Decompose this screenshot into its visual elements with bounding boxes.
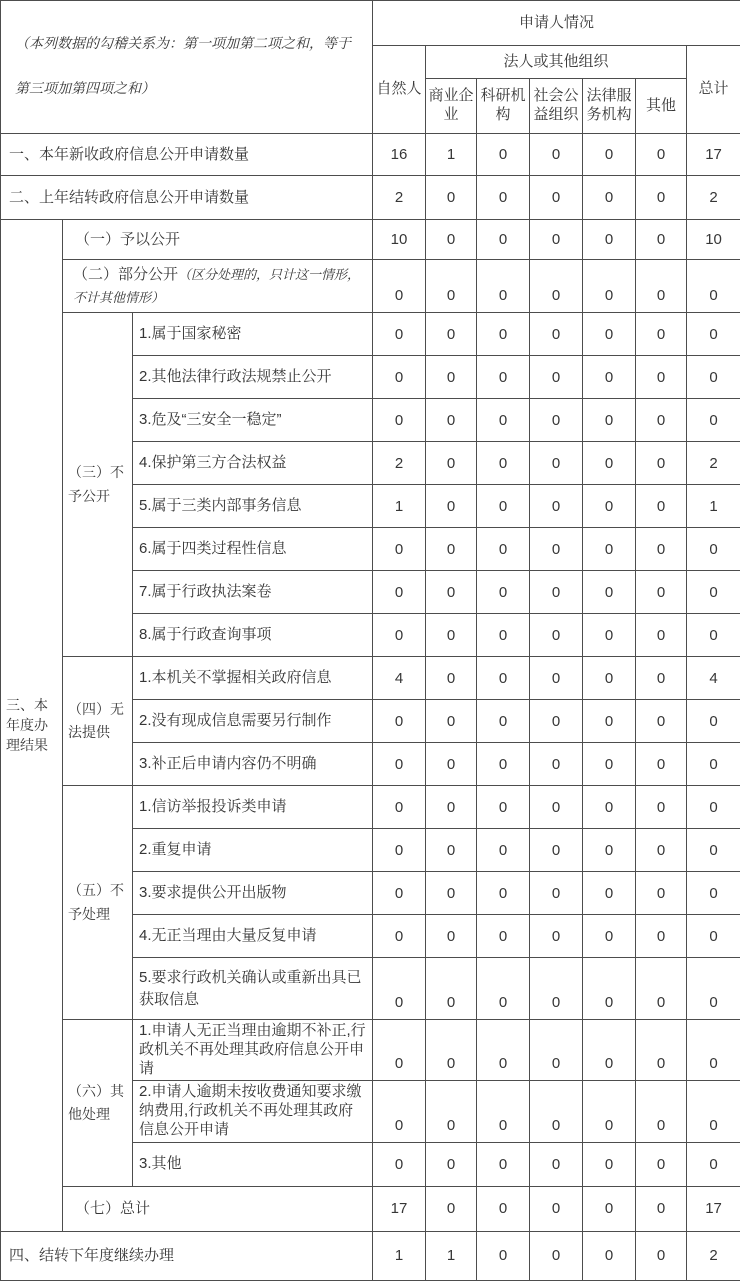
row-label-partial — [63, 260, 373, 313]
value-cell: 0 — [583, 1142, 636, 1186]
value-cell: 0 — [687, 958, 740, 1020]
value-cell: 0 — [373, 356, 426, 399]
row-label-law-forbidden: 2.其他法律行政法规禁止公开 — [133, 356, 373, 399]
value-cell: 0 — [426, 700, 477, 743]
value-cell: 0 — [373, 260, 426, 313]
value-cell: 0 — [583, 313, 636, 356]
value-cell: 0 — [687, 743, 740, 786]
row-label-petition-complaint: 1.信访举报投诉类申请 — [133, 786, 373, 829]
value-cell: 0 — [687, 313, 740, 356]
col-header-natural-person: 自然人 — [373, 46, 426, 134]
col-header-other: 其他 — [636, 79, 687, 134]
value-cell: 0 — [530, 915, 583, 958]
row-label-carried-over: 二、上年结转政府信息公开申请数量 — [1, 176, 373, 220]
value-cell: 0 — [426, 399, 477, 442]
value-cell: 0 — [636, 313, 687, 356]
value-cell: 0 — [687, 700, 740, 743]
value-cell: 0 — [687, 571, 740, 614]
group-label-other-handling: （六）其他处理 — [63, 1020, 133, 1187]
checksum-note: （本列数据的勾稽关系为：第一项加第二项之和，等于第三项加第四项之和） — [1, 1, 373, 134]
value-cell: 0 — [636, 1186, 687, 1231]
value-cell: 1 — [687, 485, 740, 528]
value-cell: 0 — [373, 958, 426, 1020]
col-header-total: 总计 — [687, 46, 740, 134]
value-cell: 0 — [477, 1142, 530, 1186]
value-cell: 0 — [636, 134, 687, 176]
value-cell: 0 — [530, 442, 583, 485]
value-cell: 0 — [426, 743, 477, 786]
value-cell: 0 — [636, 700, 687, 743]
value-cell: 0 — [477, 700, 530, 743]
value-cell: 0 — [426, 260, 477, 313]
value-cell: 0 — [530, 399, 583, 442]
row-label-admin-query: 8.属于行政查询事项 — [133, 614, 373, 657]
col-header-research: 科研机构 — [477, 79, 530, 134]
value-cell: 0 — [373, 829, 426, 872]
value-cell: 0 — [636, 743, 687, 786]
value-cell: 0 — [687, 1142, 740, 1186]
group-label-unable-to-provide: （四）无法提供 — [63, 657, 133, 786]
value-cell: 0 — [530, 356, 583, 399]
value-cell: 0 — [373, 614, 426, 657]
section-label-annual-results: 三、本年度办理结果 — [1, 220, 63, 1232]
value-cell: 0 — [477, 657, 530, 700]
value-cell: 0 — [477, 958, 530, 1020]
value-cell: 0 — [426, 872, 477, 915]
value-cell: 0 — [583, 958, 636, 1020]
value-cell: 0 — [477, 528, 530, 571]
table-row — [1, 1020, 740, 1081]
value-cell: 0 — [636, 829, 687, 872]
value-cell: 0 — [636, 1231, 687, 1280]
value-cell: 0 — [426, 220, 477, 260]
value-cell: 0 — [477, 260, 530, 313]
value-cell: 2 — [687, 176, 740, 220]
value-cell: 17 — [687, 134, 740, 176]
value-cell: 0 — [426, 1142, 477, 1186]
value-cell: 4 — [373, 657, 426, 700]
value-cell: 2 — [687, 1231, 740, 1280]
value-cell: 0 — [636, 220, 687, 260]
value-cell: 0 — [477, 571, 530, 614]
row-label-internal-affairs: 5.属于三类内部事务信息 — [133, 485, 373, 528]
value-cell: 0 — [583, 1081, 636, 1142]
value-cell: 0 — [530, 1081, 583, 1142]
value-cell: 17 — [687, 1186, 740, 1231]
value-cell: 0 — [477, 915, 530, 958]
value-cell: 0 — [426, 1186, 477, 1231]
value-cell: 0 — [426, 829, 477, 872]
value-cell: 0 — [583, 700, 636, 743]
value-cell: 0 — [426, 786, 477, 829]
value-cell: 0 — [477, 872, 530, 915]
value-cell: 0 — [530, 176, 583, 220]
value-cell: 16 — [373, 134, 426, 176]
value-cell: 0 — [583, 528, 636, 571]
group-label-not-processed: （五）不予处理 — [63, 786, 133, 1020]
value-cell: 0 — [530, 571, 583, 614]
value-cell: 0 — [426, 442, 477, 485]
value-cell: 0 — [583, 134, 636, 176]
value-cell: 0 — [426, 1020, 477, 1081]
value-cell: 0 — [477, 399, 530, 442]
value-cell: 0 — [373, 571, 426, 614]
value-cell: 2 — [373, 176, 426, 220]
value-cell: 0 — [373, 1142, 426, 1186]
table-row — [1, 1231, 740, 1280]
value-cell: 0 — [530, 829, 583, 872]
value-cell: 0 — [530, 485, 583, 528]
value-cell: 0 — [477, 1081, 530, 1142]
value-cell: 0 — [583, 356, 636, 399]
value-cell: 0 — [426, 528, 477, 571]
value-cell: 0 — [426, 1081, 477, 1142]
value-cell: 0 — [583, 260, 636, 313]
value-cell: 0 — [426, 485, 477, 528]
value-cell: 0 — [583, 872, 636, 915]
value-cell: 0 — [583, 442, 636, 485]
row-label-new-requests: 一、本年新收政府信息公开申请数量 — [1, 134, 373, 176]
value-cell: 0 — [373, 700, 426, 743]
value-cell: 0 — [687, 1020, 740, 1081]
table-row — [1, 313, 740, 356]
value-cell: 0 — [583, 1231, 636, 1280]
table-row — [1, 260, 740, 313]
value-cell: 0 — [636, 442, 687, 485]
value-cell: 0 — [530, 786, 583, 829]
value-cell: 1 — [426, 134, 477, 176]
value-cell: 0 — [373, 313, 426, 356]
value-cell: 0 — [530, 1186, 583, 1231]
value-cell: 0 — [426, 176, 477, 220]
value-cell: 0 — [687, 786, 740, 829]
header-applicant-situation: 申请人情况 — [373, 1, 740, 46]
value-cell: 0 — [687, 260, 740, 313]
value-cell: 0 — [477, 614, 530, 657]
value-cell: 0 — [583, 176, 636, 220]
value-cell: 0 — [530, 958, 583, 1020]
value-cell: 0 — [426, 571, 477, 614]
table-row — [1, 786, 740, 829]
value-cell: 0 — [687, 872, 740, 915]
value-cell: 0 — [477, 1020, 530, 1081]
value-cell: 0 — [636, 356, 687, 399]
value-cell: 0 — [583, 1186, 636, 1231]
value-cell: 0 — [373, 743, 426, 786]
value-cell: 0 — [636, 1020, 687, 1081]
value-cell: 0 — [583, 786, 636, 829]
value-cell: 0 — [426, 958, 477, 1020]
value-cell: 0 — [477, 356, 530, 399]
value-cell: 0 — [583, 220, 636, 260]
table-row — [1, 220, 740, 260]
value-cell: 10 — [687, 220, 740, 260]
value-cell: 0 — [477, 1186, 530, 1231]
value-cell: 1 — [373, 1231, 426, 1280]
value-cell: 0 — [426, 657, 477, 700]
value-cell: 0 — [636, 872, 687, 915]
value-cell: 0 — [636, 176, 687, 220]
value-cell: 0 — [636, 571, 687, 614]
header-legal-or-other-org: 法人或其他组织 — [426, 46, 687, 79]
row-label-confirm-reissue: 5.要求行政机关确认或重新出具已获取信息 — [133, 958, 373, 1020]
value-cell: 4 — [687, 657, 740, 700]
value-cell: 0 — [530, 528, 583, 571]
col-header-public-welfare: 社会公益组织 — [530, 79, 583, 134]
value-cell: 0 — [373, 1020, 426, 1081]
value-cell: 0 — [636, 614, 687, 657]
row-label-fee-not-paid: 2.申请人逾期未按收费通知要求缴纳费用,行政机关不再处理其政府信息公开申请 — [133, 1081, 373, 1142]
value-cell: 0 — [373, 399, 426, 442]
value-cell: 0 — [530, 657, 583, 700]
row-label-other: 3.其他 — [133, 1142, 373, 1186]
value-cell: 0 — [687, 915, 740, 958]
value-cell: 1 — [426, 1231, 477, 1280]
row-label-process-info: 6.属于四类过程性信息 — [133, 528, 373, 571]
value-cell: 0 — [583, 571, 636, 614]
row-label-no-correction: 1.申请人无正当理由逾期不补正,行政机关不再处理其政府信息公开申请 — [133, 1020, 373, 1081]
value-cell: 0 — [373, 528, 426, 571]
value-cell: 0 — [477, 313, 530, 356]
value-cell: 0 — [687, 1081, 740, 1142]
value-cell: 0 — [583, 915, 636, 958]
value-cell: 0 — [583, 829, 636, 872]
value-cell: 0 — [373, 786, 426, 829]
value-cell: 10 — [373, 220, 426, 260]
value-cell: 17 — [373, 1186, 426, 1231]
value-cell: 0 — [687, 829, 740, 872]
value-cell: 0 — [636, 399, 687, 442]
row-label-enforcement-files: 7.属于行政执法案卷 — [133, 571, 373, 614]
value-cell: 0 — [530, 313, 583, 356]
value-cell: 0 — [530, 220, 583, 260]
value-cell: 0 — [477, 220, 530, 260]
row-label-duplicate-request: 2.重复申请 — [133, 829, 373, 872]
value-cell: 0 — [477, 743, 530, 786]
value-cell: 1 — [373, 485, 426, 528]
group-label-not-disclosed: （三）不予公开 — [63, 313, 133, 657]
value-cell: 0 — [530, 614, 583, 657]
value-cell: 0 — [636, 260, 687, 313]
row-label-next-year: 四、结转下年度继续办理 — [1, 1231, 373, 1280]
row-label-endanger-safety: 3.危及“三安全一稳定” — [133, 399, 373, 442]
value-cell: 0 — [530, 872, 583, 915]
value-cell: 0 — [477, 442, 530, 485]
value-cell: 0 — [583, 399, 636, 442]
value-cell: 0 — [530, 1020, 583, 1081]
row-label-granted: （一）予以公开 — [63, 220, 373, 260]
table-row — [1, 176, 740, 220]
value-cell: 0 — [687, 528, 740, 571]
value-cell: 0 — [530, 134, 583, 176]
value-cell: 0 — [687, 356, 740, 399]
value-cell: 0 — [477, 1231, 530, 1280]
value-cell: 0 — [477, 786, 530, 829]
row-label-repeated-requests: 4.无正当理由大量反复申请 — [133, 915, 373, 958]
value-cell: 0 — [373, 1081, 426, 1142]
value-cell: 0 — [636, 1081, 687, 1142]
value-cell: 0 — [477, 829, 530, 872]
row-label-still-unclear: 3.补正后申请内容仍不明确 — [133, 743, 373, 786]
value-cell: 0 — [530, 260, 583, 313]
value-cell: 0 — [373, 872, 426, 915]
table-row — [1, 134, 740, 176]
value-cell: 0 — [477, 485, 530, 528]
value-cell: 0 — [636, 915, 687, 958]
row-label-subtotal: （七）总计 — [63, 1186, 373, 1231]
row-label-state-secret: 1.属于国家秘密 — [133, 313, 373, 356]
value-cell: 0 — [426, 915, 477, 958]
value-cell: 0 — [530, 700, 583, 743]
row-label-needs-creation: 2.没有现成信息需要另行制作 — [133, 700, 373, 743]
value-cell: 0 — [583, 614, 636, 657]
row-label-partial-main: （二）部分公开 — [73, 266, 178, 283]
value-cell: 0 — [636, 657, 687, 700]
value-cell: 2 — [373, 442, 426, 485]
value-cell: 2 — [687, 442, 740, 485]
value-cell: 0 — [530, 1142, 583, 1186]
value-cell: 0 — [583, 743, 636, 786]
value-cell: 0 — [373, 915, 426, 958]
table-row — [1, 1186, 740, 1231]
value-cell: 0 — [583, 657, 636, 700]
row-label-third-party-rights: 4.保护第三方合法权益 — [133, 442, 373, 485]
value-cell: 0 — [426, 356, 477, 399]
table-row — [1, 657, 740, 700]
value-cell: 0 — [583, 1020, 636, 1081]
value-cell: 0 — [636, 958, 687, 1020]
value-cell: 0 — [687, 399, 740, 442]
value-cell: 0 — [636, 485, 687, 528]
value-cell: 0 — [426, 313, 477, 356]
col-header-business: 商业企业 — [426, 79, 477, 134]
value-cell: 0 — [426, 614, 477, 657]
col-header-legal-service: 法律服务机构 — [583, 79, 636, 134]
value-cell: 0 — [530, 1231, 583, 1280]
value-cell: 0 — [636, 1142, 687, 1186]
value-cell: 0 — [530, 743, 583, 786]
value-cell: 0 — [477, 134, 530, 176]
value-cell: 0 — [687, 614, 740, 657]
row-label-no-info-held: 1.本机关不掌握相关政府信息 — [133, 657, 373, 700]
row-label-published-material: 3.要求提供公开出版物 — [133, 872, 373, 915]
header-row-1 — [1, 1, 740, 46]
value-cell: 0 — [583, 485, 636, 528]
row-label-partial-note: （区分处理的，只计这一情形，不计其他情形） — [73, 267, 360, 305]
value-cell: 0 — [636, 528, 687, 571]
value-cell: 0 — [477, 176, 530, 220]
value-cell: 0 — [636, 786, 687, 829]
